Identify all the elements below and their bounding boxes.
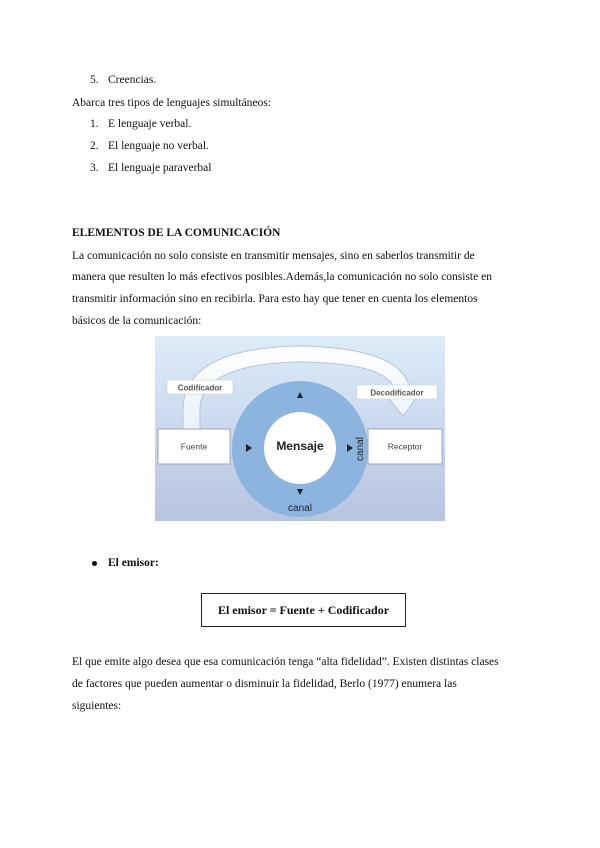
paragraph-line: siguientes:	[72, 700, 122, 712]
communication-diagram	[155, 336, 445, 521]
receptor-label: Receptor	[387, 441, 423, 452]
paragraph-line: La comunicación no solo consiste en transmitir mensajes, sino en saberlos transmitir de	[72, 250, 475, 262]
emisor-heading: El emisor:	[108, 557, 159, 569]
language-number: 1.	[90, 118, 99, 130]
fuente-label: Fuente	[180, 441, 208, 452]
mensaje-label: Mensaje	[276, 439, 324, 453]
language-number: 3.	[90, 162, 99, 174]
language-number: 2.	[90, 140, 99, 152]
language-item: El lenguaje no verbal.	[108, 140, 209, 152]
formula-box	[201, 593, 406, 627]
paragraph-line: manera que resulten lo más efectivos posibles.Además,la comunicación no solo consiste en	[72, 271, 492, 283]
formula-text: El emisor = Fuente + Codificador	[217, 602, 390, 617]
codificador-label: Codificador	[177, 383, 223, 393]
paragraph-line: El que emite algo desea que esa comunicación tenga “alta fidelidad”. Existen distintas clases	[72, 656, 499, 668]
canal-label-right: canal	[355, 437, 366, 461]
intro-line: Abarca tres tipos de lenguajes simultáneos:	[72, 97, 271, 109]
language-item: El lenguaje paraverbal	[108, 162, 212, 174]
paragraph-line: transmitir información sino en recibirla. Para esto hay que tener en cuenta los elementos	[72, 293, 478, 305]
paragraph-line: básicos de la comunicación:	[72, 315, 202, 327]
list-number-5: 5.	[90, 74, 99, 86]
canal-label-bottom: canal	[288, 503, 312, 514]
list-item-creencias: Creencias.	[108, 74, 157, 86]
bullet-icon	[92, 561, 97, 566]
section-title: ELEMENTOS DE LA COMUNICACIÓN	[72, 227, 281, 239]
language-item: E lenguaje verbal.	[108, 118, 192, 130]
decodificador-label: Decodificador	[370, 388, 424, 398]
paragraph-line: de factores que pueden aumentar o disminuir la fidelidad, Berlo (1977) enumera las	[72, 678, 457, 690]
